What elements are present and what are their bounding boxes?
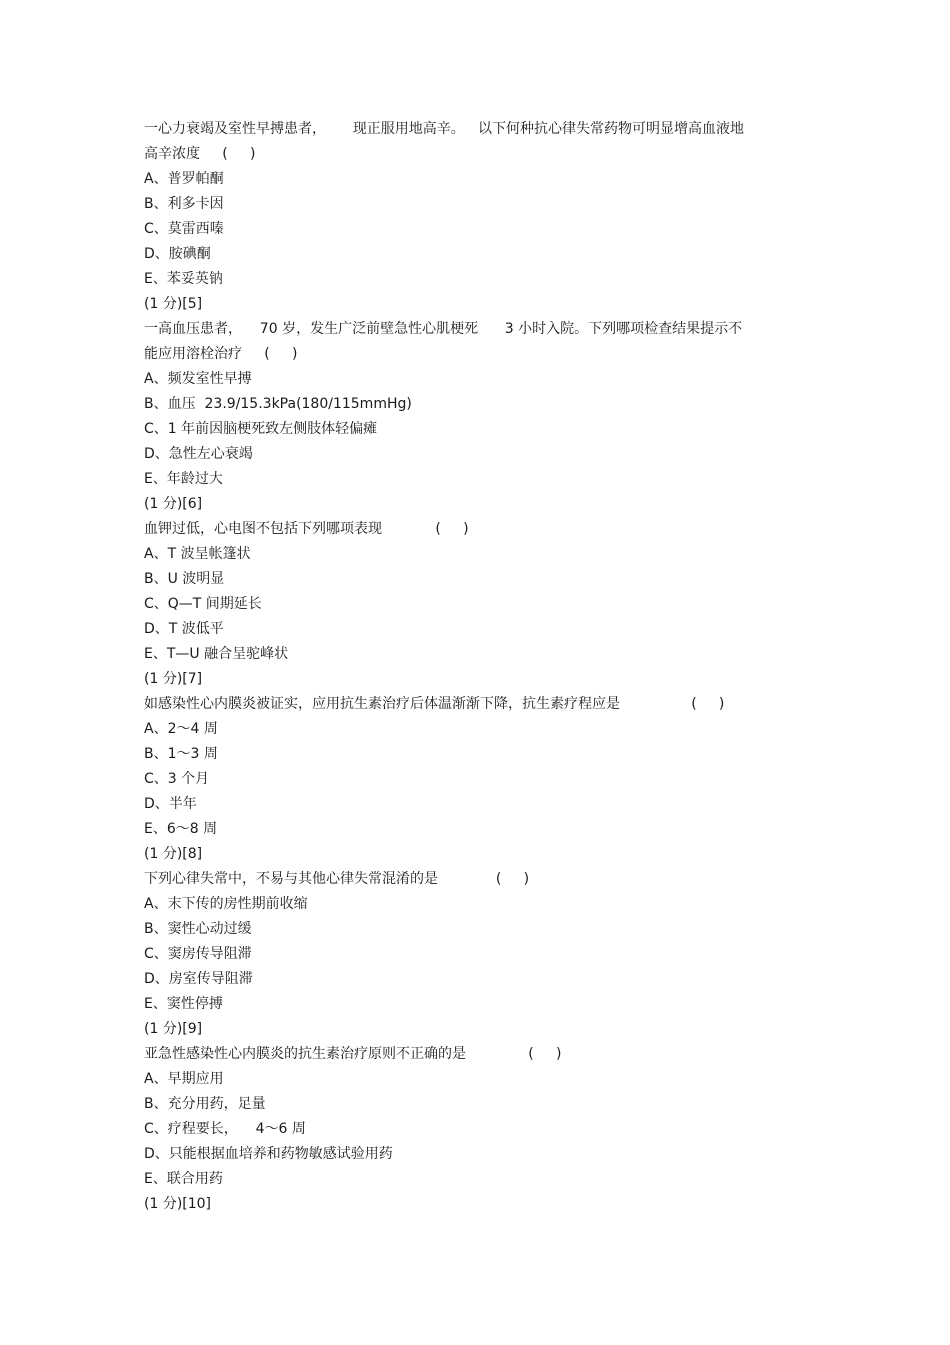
- option-b: B、利多卡因: [144, 196, 224, 212]
- option-b: B、1～3 周: [144, 746, 218, 762]
- option-c: C、3 个月: [144, 771, 210, 787]
- option-e: E、年龄过大: [144, 471, 223, 487]
- question-stem-line: 如感染性心内膜炎被证实，应用抗生素治疗后体温渐渐下降，抗生素疗程应是 ( ): [144, 696, 725, 712]
- option-d: D、只能根据血培养和药物敏感试验用药: [144, 1146, 393, 1162]
- option-a: A、T 波呈帐篷状: [144, 546, 251, 562]
- option-b: B、充分用药，足量: [144, 1096, 266, 1112]
- question-list: [144, 117, 784, 1217]
- option-d: D、急性左心衰竭: [144, 446, 253, 462]
- option-d: D、半年: [144, 796, 197, 812]
- option-c: C、Q—T 间期延长: [144, 596, 262, 612]
- question-block: [144, 317, 784, 517]
- question-stem-line: 一心力衰竭及室性早搏患者， 现正服用地高辛。 以下何种抗心律失常药物可明显增高血液地: [144, 121, 745, 137]
- option-c: C、窦房传导阻滞: [144, 946, 252, 962]
- question-block: [144, 117, 784, 317]
- score-label: (1 分)[9]: [144, 1021, 203, 1037]
- question-stem-line: 下列心律失常中，不易与其他心律失常混淆的是 ( ): [144, 871, 530, 887]
- option-d: D、房室传导阻滞: [144, 971, 253, 987]
- option-a: A、普罗帕酮: [144, 171, 224, 187]
- option-b: B、窦性心动过缓: [144, 921, 252, 937]
- option-b: B、U 波明显: [144, 571, 225, 587]
- option-b: B、血压 23.9/15.3kPa(180/115mmHg): [144, 396, 412, 412]
- score-label: (1 分)[5]: [144, 296, 203, 312]
- option-a: A、末下传的房性期前收缩: [144, 896, 308, 912]
- option-d: D、胺碘酮: [144, 246, 211, 262]
- score-label: (1 分)[7]: [144, 671, 203, 687]
- question-stem-line: 高辛浓度 ( ): [144, 146, 256, 162]
- option-a: A、早期应用: [144, 1071, 224, 1087]
- question-block: [144, 692, 784, 867]
- option-e: E、T—U 融合呈驼峰状: [144, 646, 289, 662]
- question-block: [144, 867, 784, 1042]
- option-e: E、苯妥英钠: [144, 271, 223, 287]
- option-e: E、联合用药: [144, 1171, 223, 1187]
- score-label: (1 分)[8]: [144, 846, 203, 862]
- score-label: (1 分)[10]: [144, 1196, 212, 1212]
- option-a: A、2～4 周: [144, 721, 218, 737]
- option-c: C、1 年前因脑梗死致左侧肢体轻偏瘫: [144, 421, 378, 437]
- question-stem-line: 能应用溶栓治疗 ( ): [144, 346, 298, 362]
- question-block: [144, 517, 784, 692]
- option-a: A、频发室性早搏: [144, 371, 252, 387]
- score-label: (1 分)[6]: [144, 496, 203, 512]
- option-c: C、疗程要长， 4～6 周: [144, 1121, 306, 1137]
- question-block: [144, 1042, 784, 1217]
- question-stem-line: 血钾过低，心电图不包括下列哪项表现 ( ): [144, 521, 469, 537]
- option-e: E、窦性停搏: [144, 996, 223, 1012]
- option-e: E、6～8 周: [144, 821, 218, 837]
- question-stem-line: 亚急性感染性心内膜炎的抗生素治疗原则不正确的是 ( ): [144, 1046, 562, 1062]
- option-d: D、T 波低平: [144, 621, 224, 637]
- question-stem-line: 一高血压患者， 70 岁，发生广泛前壁急性心肌梗死 3 小时入院。下列哪项检查结果提示不: [144, 321, 743, 337]
- option-c: C、莫雷西嗪: [144, 221, 224, 237]
